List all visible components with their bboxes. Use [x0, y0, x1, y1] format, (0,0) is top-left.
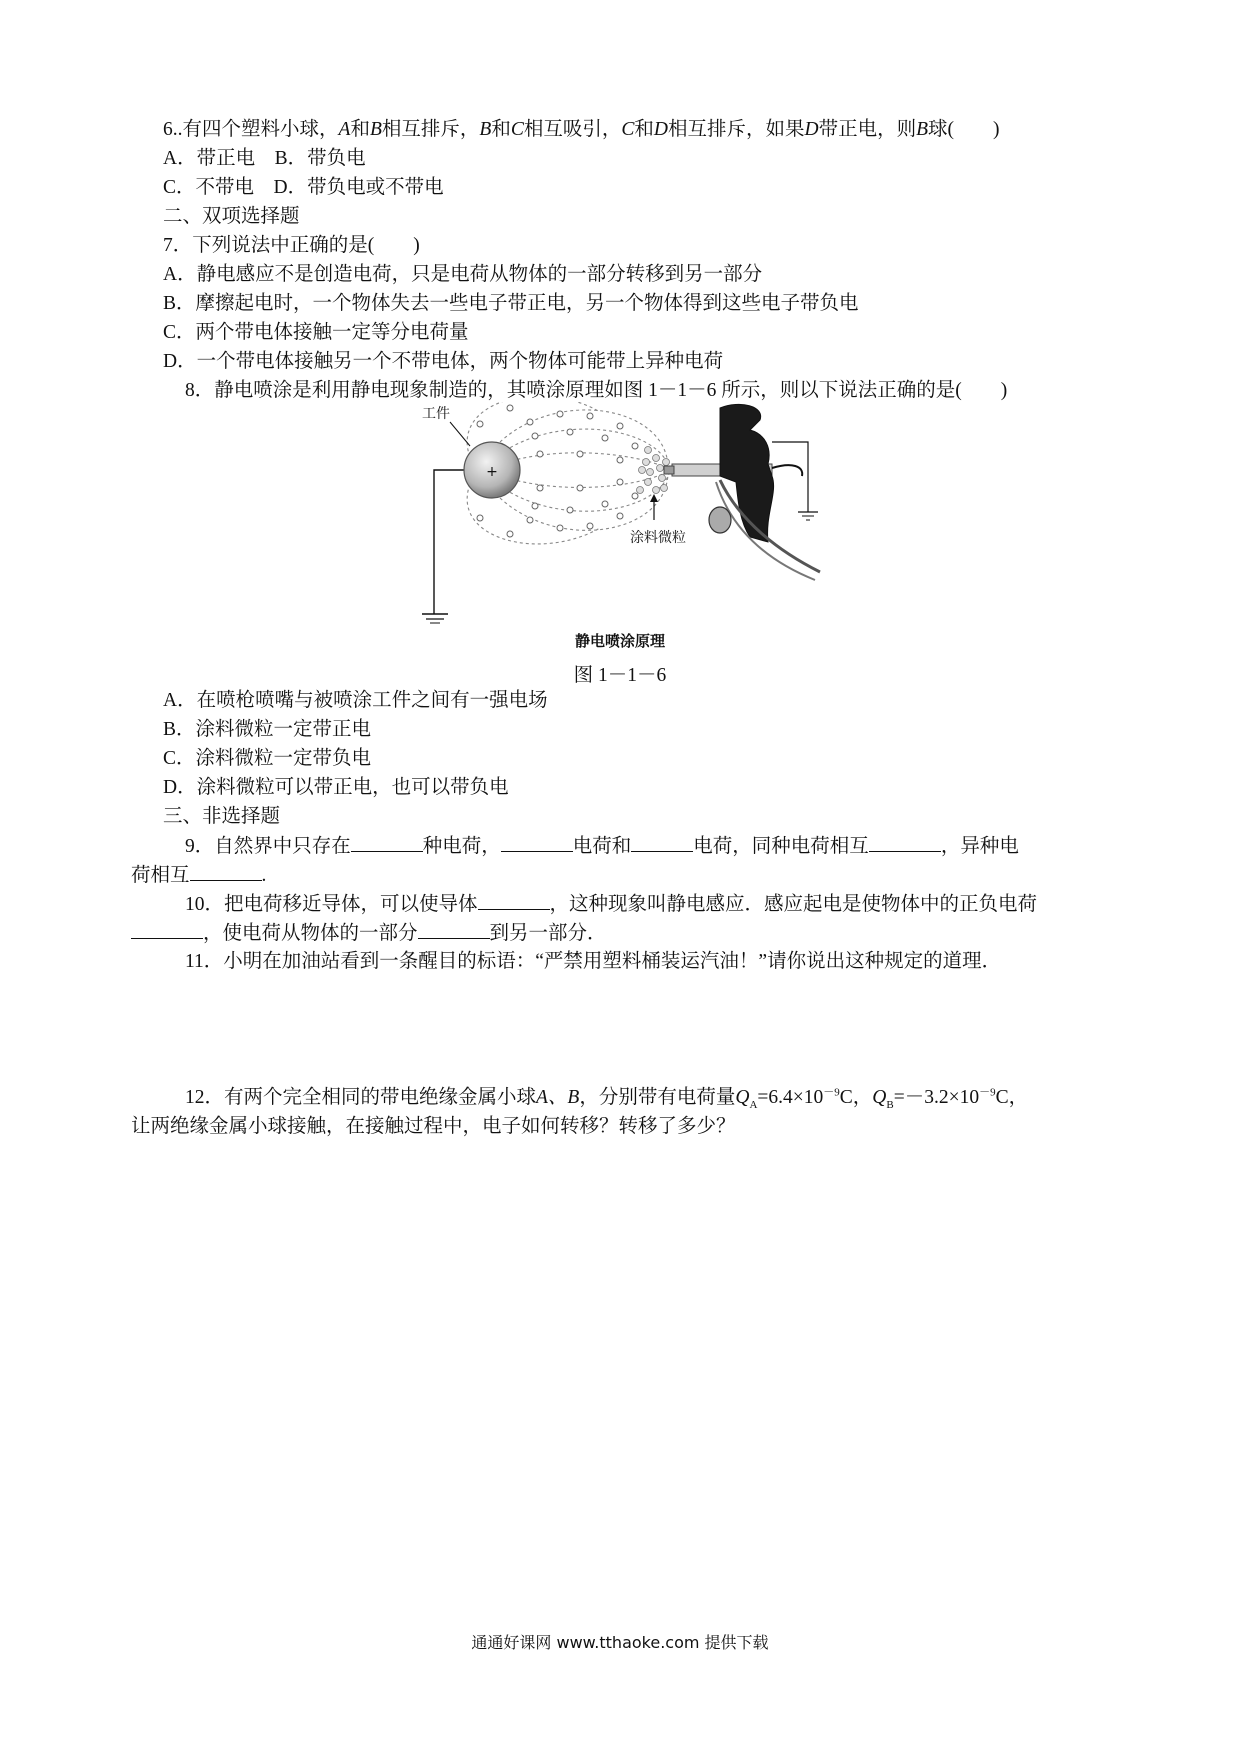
- page-footer: 通通好课网 www.tthaoke.com 提供下载: [471, 1633, 769, 1652]
- q9-line-1: 9．自然界中只存在 种电荷， 电荷和 电荷，同种电荷相互 ，异种电: [185, 833, 1019, 860]
- q10-blank-3[interactable]: [418, 920, 490, 939]
- q8-option-c: C．涂料微粒一定带负电: [163, 748, 372, 769]
- q9-blank-5[interactable]: [190, 862, 262, 881]
- q7-option-d: D．一个带电体接触另一个不带电体，两个物体可能带上异种电荷: [163, 351, 724, 372]
- q8-stem: 8．静电喷涂是利用静电现象制造的，其喷涂原理如图 1－1－6 所示，则以下说法正确的是( ): [185, 380, 1008, 401]
- q7-option-a: A．静电感应不是创造电荷，只是电荷从物体的一部分转移到另一部分: [163, 264, 763, 285]
- q12-line-1: 12．有两个完全相同的带电绝缘金属小球A、B，分别带有电荷量$Q_A=6.4\times 10^{-9}C$，$Q_B=-3.2\times 10^{-9}C$，: [185, 1086, 1029, 1111]
- q9-blank-4[interactable]: [869, 833, 941, 852]
- q6-stem: 6..有四个塑料小球，A和B相互排斥，B和C相互吸引，C和D相互排斥，如果D带正电，则B球( ): [163, 119, 1000, 140]
- q12-line-2: 让两绝缘金属小球接触，在接触过程中，电子如何转移？转移了多少？: [131, 1116, 736, 1137]
- q6-options-cd: C．不带电 D．带负电或不带电: [163, 177, 444, 198]
- section-3-heading: 三、非选择题: [163, 806, 281, 827]
- q10-line-1: 10．把电荷移近导体，可以使导体 ，这种现象叫静电感应．感应起电是使物体中的正负电荷: [185, 891, 1037, 918]
- q7-option-c: C．两个带电体接触一定等分电荷量: [163, 322, 469, 343]
- q8-option-b: B．涂料微粒一定带正电: [163, 719, 372, 740]
- q8-option-a: A．在喷枪喷嘴与被喷涂工件之间有一强电场: [163, 690, 548, 711]
- electrostatic-spray-figure: [420, 402, 860, 624]
- q11-stem: 11．小明在加油站看到一条醒目的标语：“严禁用塑料桶装运汽油！”请你说出这种规定的道理．: [185, 951, 1002, 972]
- q8-option-d: D．涂料微粒可以带正电，也可以带负电: [163, 777, 509, 798]
- q9-blank-1[interactable]: [351, 833, 423, 852]
- figure-inner-caption: 静电喷涂原理: [574, 632, 665, 650]
- q10-line-2: ，使电荷从物体的一部分 到另一部分．: [131, 920, 607, 947]
- label-paint-particles: 涂料微粒: [630, 530, 686, 546]
- q6-options-ab: A．带正电 B．带负电: [163, 148, 366, 169]
- q9-line-2: 荷相互 .: [131, 862, 266, 889]
- section-2-heading: 二、双项选择题: [163, 206, 300, 227]
- q7-stem: 7．下列说法中正确的是( ): [163, 235, 420, 256]
- q10-blank-1[interactable]: [478, 891, 550, 910]
- q9-blank-2[interactable]: [501, 833, 573, 852]
- q9-blank-3[interactable]: [631, 833, 693, 852]
- plus-sign: +: [486, 464, 498, 480]
- q7-option-b: B．摩擦起电时，一个物体失去一些电子带正电，另一个物体得到这些电子带负电: [163, 293, 859, 314]
- label-workpiece: 工件: [422, 406, 450, 422]
- q10-blank-2[interactable]: [131, 920, 203, 939]
- figure-number: 图 1－1－6: [573, 665, 667, 686]
